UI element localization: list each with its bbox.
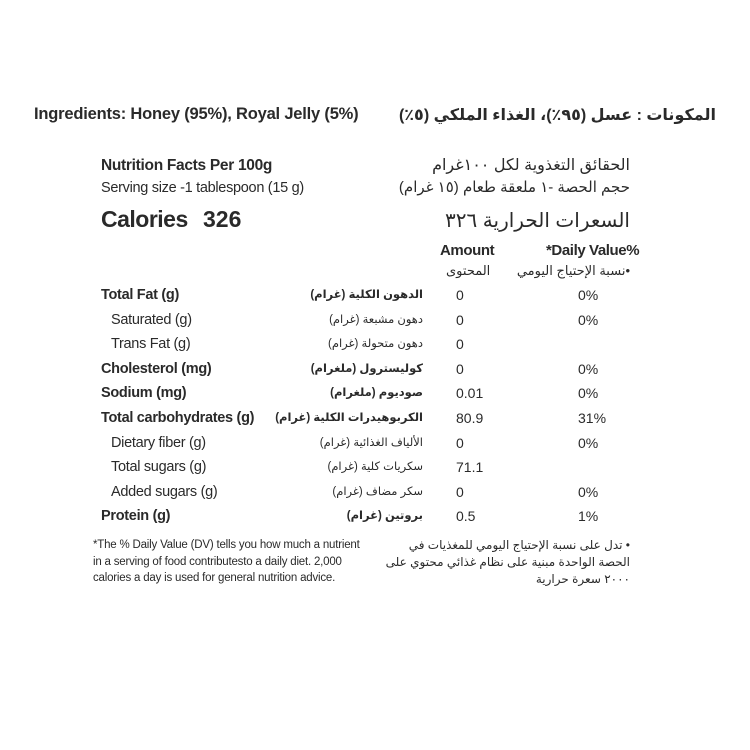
nutrient-name-english: Cholesterol (mg) [101,361,212,377]
nutrient-name-arabic: الكربوهيدرات الكلية (غرام) [275,412,423,424]
nutrient-name-arabic: دهون مشبعة (غرام) [329,314,423,326]
nutrient-amount: 0.5 [456,508,476,524]
nutrient-name-english: Protein (g) [101,508,171,524]
nutrient-daily-value: 0% [578,361,599,377]
nutrient-name-english: Sodium (mg) [101,385,187,401]
nutrient-daily-value: 0% [578,435,599,451]
nutrient-amount: 0 [456,435,464,451]
nutrient-amount: 0.01 [456,385,484,401]
nutrient-daily-value: 0% [578,484,599,500]
serving-size-arabic: حجم الحصة -١ ملعقة طعام (١٥ غرام) [398,179,630,196]
nutrient-name-english: Total Fat (g) [101,287,179,303]
daily-value-column-header-arabic: •نسبة الإحتياج اليومي [516,263,630,278]
nutrient-amount: 0 [456,336,464,352]
amount-column-header-english: Amount [440,242,495,259]
nutrition-facts-title-arabic: الحقائق التغذوية لكل ١٠٠غرام [432,157,630,174]
nutrient-name-english: Total sugars (g) [111,459,207,475]
nutrient-name-english: Dietary fiber (g) [111,435,206,451]
nutrient-name-arabic: سكر مضاف (غرام) [332,486,423,498]
serving-size-english: Serving size -1 tablespoon (15 g) [101,180,304,196]
calories-label-english: Calories [101,206,188,232]
nutrient-amount: 0 [456,312,464,328]
nutrient-name-english: Trans Fat (g) [111,336,191,352]
nutrient-amount: 0 [456,287,464,303]
nutrient-name-arabic: الألياف الغذائية (غرام) [319,437,423,449]
nutrient-amount: 80.9 [456,410,484,426]
footnote-arabic: • تدل على نسبة الإحتياج اليومي للمغذيات في الحصة الواحدة مبنية على نظام غذائي محتوي على ٢٠٠٠ سعرة حرارية [385,538,630,586]
nutrient-daily-value: 31% [578,410,607,426]
nutrient-name-arabic: صوديوم (ملغرام) [330,387,423,399]
nutrient-name-arabic: دهون متحولة (غرام) [328,338,423,350]
nutrient-name-arabic: الدهون الكلية (غرام) [310,289,423,301]
footnote-english: *The % Daily Value (DV) tells you how much a nutrient in a serving of food contributesto a daily diet. 2,000 calories a day is used for general nutrition advice. [93,539,360,584]
nutrient-name-english: Added sugars (g) [111,484,218,500]
nutrient-name-english: Saturated (g) [111,312,192,328]
nutrient-daily-value: 0% [578,385,599,401]
daily-value-column-header-english: *Daily Value% [546,242,640,259]
nutrient-amount: 0 [456,361,464,377]
calories-value: 326 [203,206,242,232]
nutrient-daily-value: 0% [578,287,599,303]
calories-arabic: السعرات الحرارية ٣٢٦ [444,210,630,232]
ingredients-arabic: المكونات : عسل (٩٥٪)، الغذاء الملكي (٥٪) [398,107,716,124]
nutrition-facts-title-english: Nutrition Facts Per 100g [101,157,273,174]
ingredients-english: Ingredients: Honey (95%), Royal Jelly (5%) [34,105,359,123]
nutrient-daily-value: 0% [578,312,599,328]
nutrient-name-english: Total carbohydrates (g) [101,410,255,426]
nutrient-daily-value: 1% [578,508,599,524]
nutrient-name-arabic: كوليسترول (ملغرام) [310,363,423,375]
nutrient-name-arabic: سكريات كلية (غرام) [327,461,423,473]
nutrient-name-arabic: بروتين (غرام) [346,510,423,522]
amount-column-header-arabic: المحتوى [446,263,491,278]
nutrient-amount: 0 [456,484,464,500]
nutrient-amount: 71.1 [456,459,484,475]
